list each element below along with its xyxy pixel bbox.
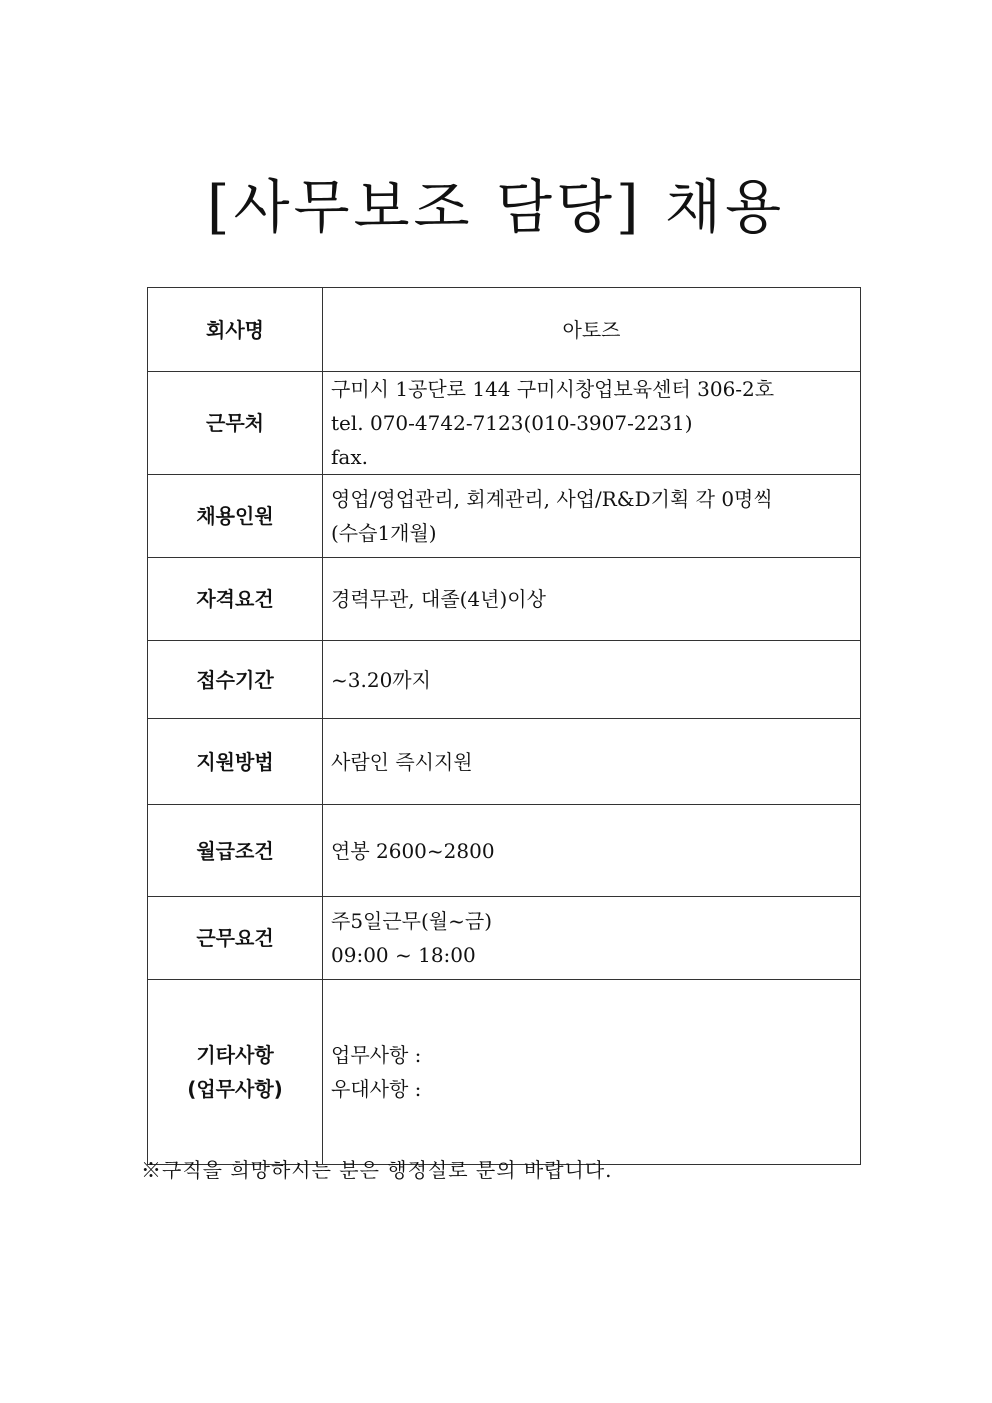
row-value-apply-method xyxy=(323,719,861,805)
label-text: 회사명 xyxy=(206,317,264,342)
label-text: 월급조건 xyxy=(196,838,274,863)
label-text: 기타사항 xyxy=(196,1043,274,1067)
value-text: 구미시 1공단로 144 구미시창업보육센터 306-2호 xyxy=(331,377,775,401)
recruitment-table xyxy=(147,287,861,1165)
table-row-salary xyxy=(148,805,861,897)
table-row-qualification xyxy=(148,558,861,641)
value-text: 영업/영업관리, 회계관리, 사업/R&D기획 각 0명씩 xyxy=(331,487,773,511)
row-value-qualification xyxy=(323,558,861,641)
value-text: 아토즈 xyxy=(562,317,621,342)
value-text: fax. xyxy=(331,445,368,469)
row-label-company xyxy=(148,288,323,372)
label-text: 자격요건 xyxy=(196,587,274,611)
value-text: 경력무관, 대졸(4년)이상 xyxy=(331,587,546,611)
value-text: ~3.20까지 xyxy=(331,667,431,692)
label-text: 접수기간 xyxy=(196,667,274,692)
table-row-other xyxy=(148,980,861,1165)
label-text: 근무처 xyxy=(206,411,264,435)
row-value-salary xyxy=(323,805,861,897)
value-text: 09:00 ~ 18:00 xyxy=(331,943,476,967)
label-text: 채용인원 xyxy=(196,504,274,528)
table-row-apply-method xyxy=(148,719,861,805)
value-text: 업무사항 : xyxy=(331,1043,422,1067)
row-label-work-conditions xyxy=(148,897,323,980)
footer-note: ※구직을 희망하시는 분은 행정실로 문의 바랍니다. xyxy=(141,1158,613,1182)
row-label-salary xyxy=(148,805,323,897)
value-text: 연봉 2600~2800 xyxy=(331,838,495,863)
value-text: 사람인 즉시지원 xyxy=(331,749,473,774)
value-text: (수습1개월) xyxy=(331,521,437,545)
value-text: 주5일근무(월~금) xyxy=(331,909,493,933)
row-value-workplace xyxy=(323,372,861,475)
label-text: (업무사항) xyxy=(187,1077,283,1101)
row-label-workplace xyxy=(148,372,323,475)
table-row-work-conditions xyxy=(148,897,861,980)
label-text: 지원방법 xyxy=(196,749,274,774)
table-row-headcount xyxy=(148,475,861,558)
table-row-period xyxy=(148,641,861,719)
row-value-work-conditions xyxy=(323,897,861,980)
row-label-other xyxy=(148,980,323,1165)
row-value-other xyxy=(323,980,861,1165)
value-text: tel. 070-4742-7123(010-3907-2231) xyxy=(331,411,693,435)
value-text: 우대사항 : xyxy=(331,1077,422,1101)
row-label-qualification xyxy=(148,558,323,641)
row-value-company xyxy=(323,288,861,372)
row-label-period xyxy=(148,641,323,719)
page-title: [사무보조 담당] 채용 xyxy=(206,173,786,241)
label-text: 근무요건 xyxy=(196,926,274,950)
table-row-company xyxy=(148,288,861,372)
row-label-headcount xyxy=(148,475,323,558)
table-row-workplace xyxy=(148,372,861,475)
row-value-headcount xyxy=(323,475,861,558)
row-label-apply-method xyxy=(148,719,323,805)
row-value-period xyxy=(323,641,861,719)
